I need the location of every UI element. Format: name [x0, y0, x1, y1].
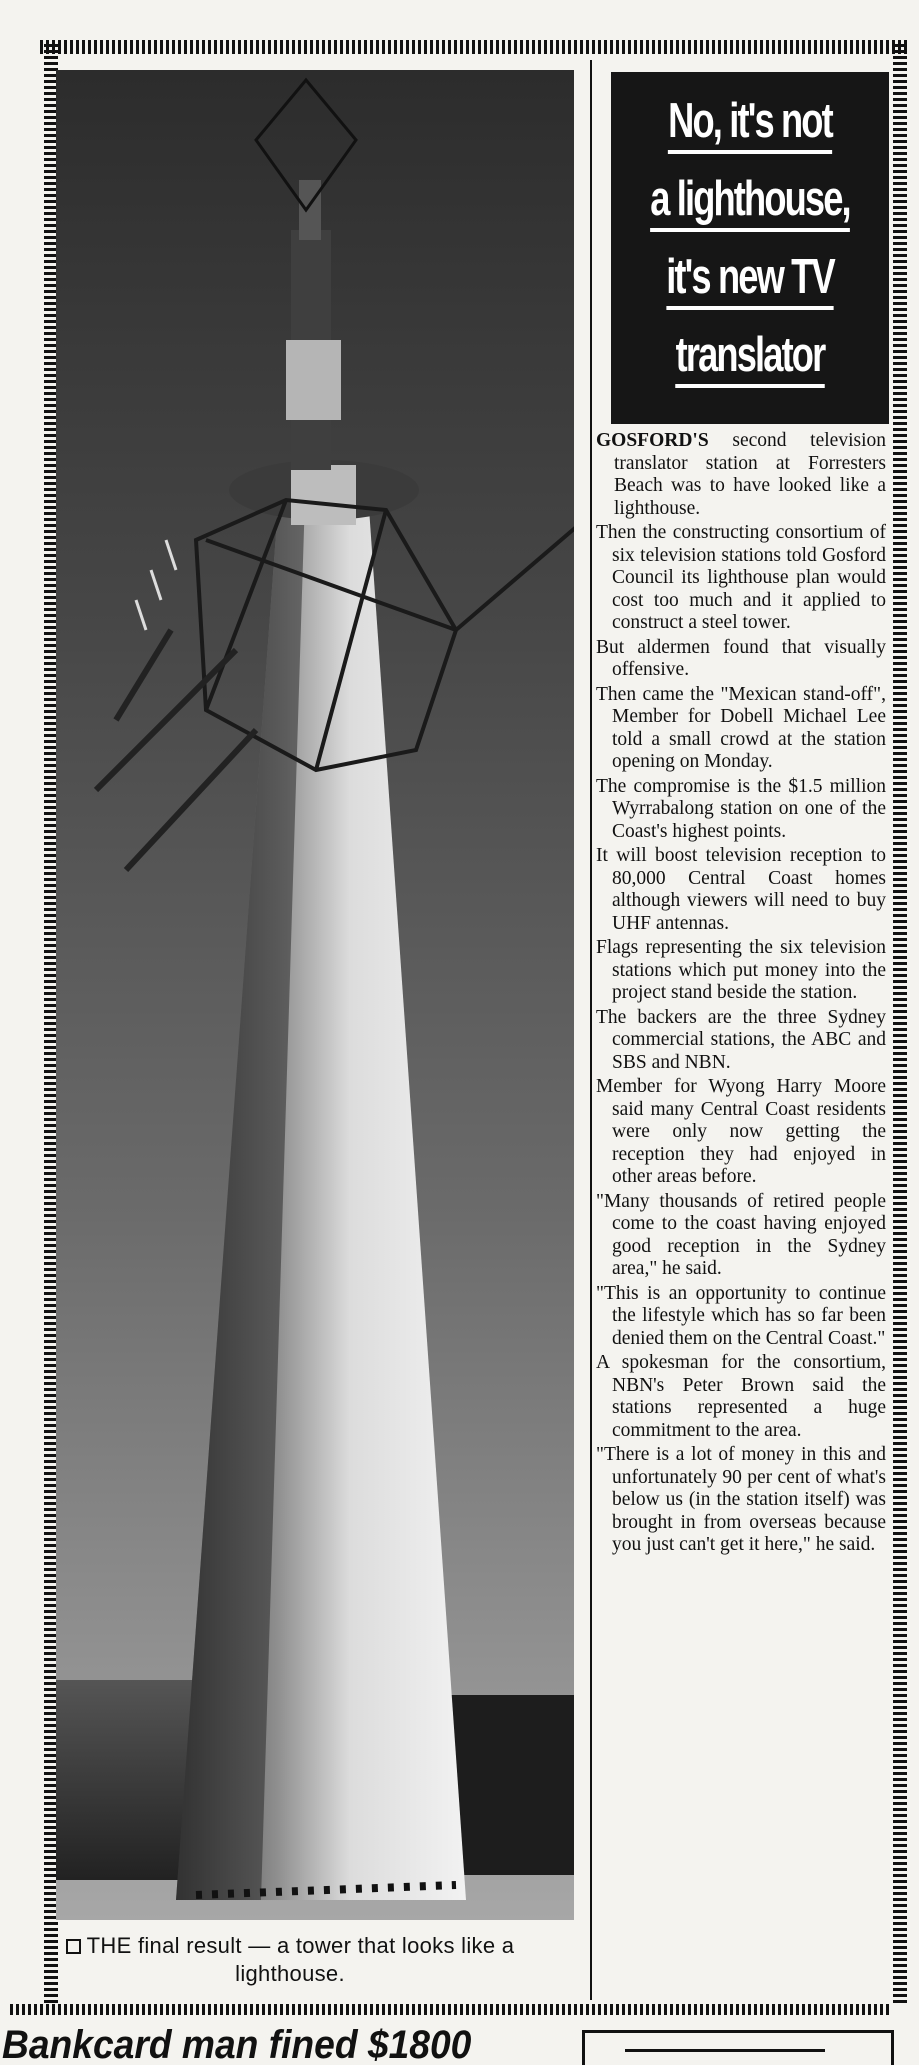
article-paragraph: Then came the "Mexican stand-off", Member for Dobell Michael Lee told a small crowd at the station opening on Monday. — [596, 683, 886, 772]
caption-square-icon — [66, 1939, 81, 1954]
mast-ladder — [286, 340, 341, 420]
headline-line-1: No, it's not — [668, 94, 832, 154]
article-paragraph: But aldermen found that visually offensive. — [596, 636, 886, 680]
bottom-dotted-border — [10, 2004, 890, 2015]
lead-dateline: GOSFORD'S — [596, 430, 709, 451]
article-paragraph: GOSFORD'S second television translator station at Forresters Beach was to have looked like a lighthouse. — [596, 430, 886, 519]
article-paragraph: It will boost television reception to 80,000 Central Coast homes although viewers will need to buy UHF antennas. — [596, 845, 886, 934]
right-dotted-border — [893, 44, 907, 2004]
article-paragraph: Flags representing the six television stations which put money into the project stand beside the station. — [596, 937, 886, 1003]
article-paragraph: "Many thousands of retired people come to the coast having enjoyed good reception in the Sydney area," he said. — [596, 1190, 886, 1279]
headline-line-4: translator — [676, 328, 825, 388]
top-dotted-border — [40, 40, 908, 54]
headline-line — [647, 250, 853, 304]
headline-line-3: it's new TV — [666, 250, 834, 310]
article-paragraph: Member for Wyong Harry Moore said many Central Coast residents were only now getting the reception they had enjoyed in other areas before. — [596, 1076, 886, 1187]
tower-mast-top — [299, 180, 321, 240]
antenna-elements — [136, 540, 176, 630]
article-paragraph: The compromise is the $1.5 million Wyrrabalong station on one of the Coast's highest points. — [596, 775, 886, 842]
tower-illustration — [56, 70, 574, 1920]
column-rule — [590, 60, 592, 2000]
next-story-headline: Bankcard man fined $1800 — [2, 2023, 472, 2065]
tower-photo — [56, 70, 574, 1920]
article-paragraph: Then the constructing consortium of six television stations told Gosford Council its lighthouse plan would cost too much and it applied to construct a steel tower. — [596, 522, 886, 633]
article-paragraph: A spokesman for the consortium, NBN's Peter Brown said the stations represented a huge commitment to the area. — [596, 1352, 886, 1441]
article-body — [596, 430, 886, 1559]
tower-cabin — [291, 465, 356, 525]
headline-line — [647, 94, 853, 148]
headline-line-2: a lighthouse, — [650, 172, 850, 232]
photo-caption — [10, 1932, 570, 1988]
article-paragraph: "There is a lot of money in this and unfortunately 90 per cent of what's below us (in the station itself) was brought in from overseas because you just can't get it here," he said. — [596, 1444, 886, 1555]
headline-line — [647, 172, 853, 226]
headline-panel — [611, 72, 889, 424]
article-paragraph: The backers are the three Sydney commercial stations, the ABC and SBS and NBN. — [596, 1006, 886, 1073]
hill-right — [446, 1695, 574, 1875]
antenna-array — [96, 630, 256, 870]
next-story-box — [582, 2030, 894, 2065]
headline-line — [647, 328, 853, 382]
article-paragraph: "This is an opportunity to continue the lifestyle which has so far been denied them on the Central Coast." — [596, 1282, 886, 1349]
caption-text: THE final result — a tower that looks like a lighthouse. — [86, 1933, 515, 1986]
